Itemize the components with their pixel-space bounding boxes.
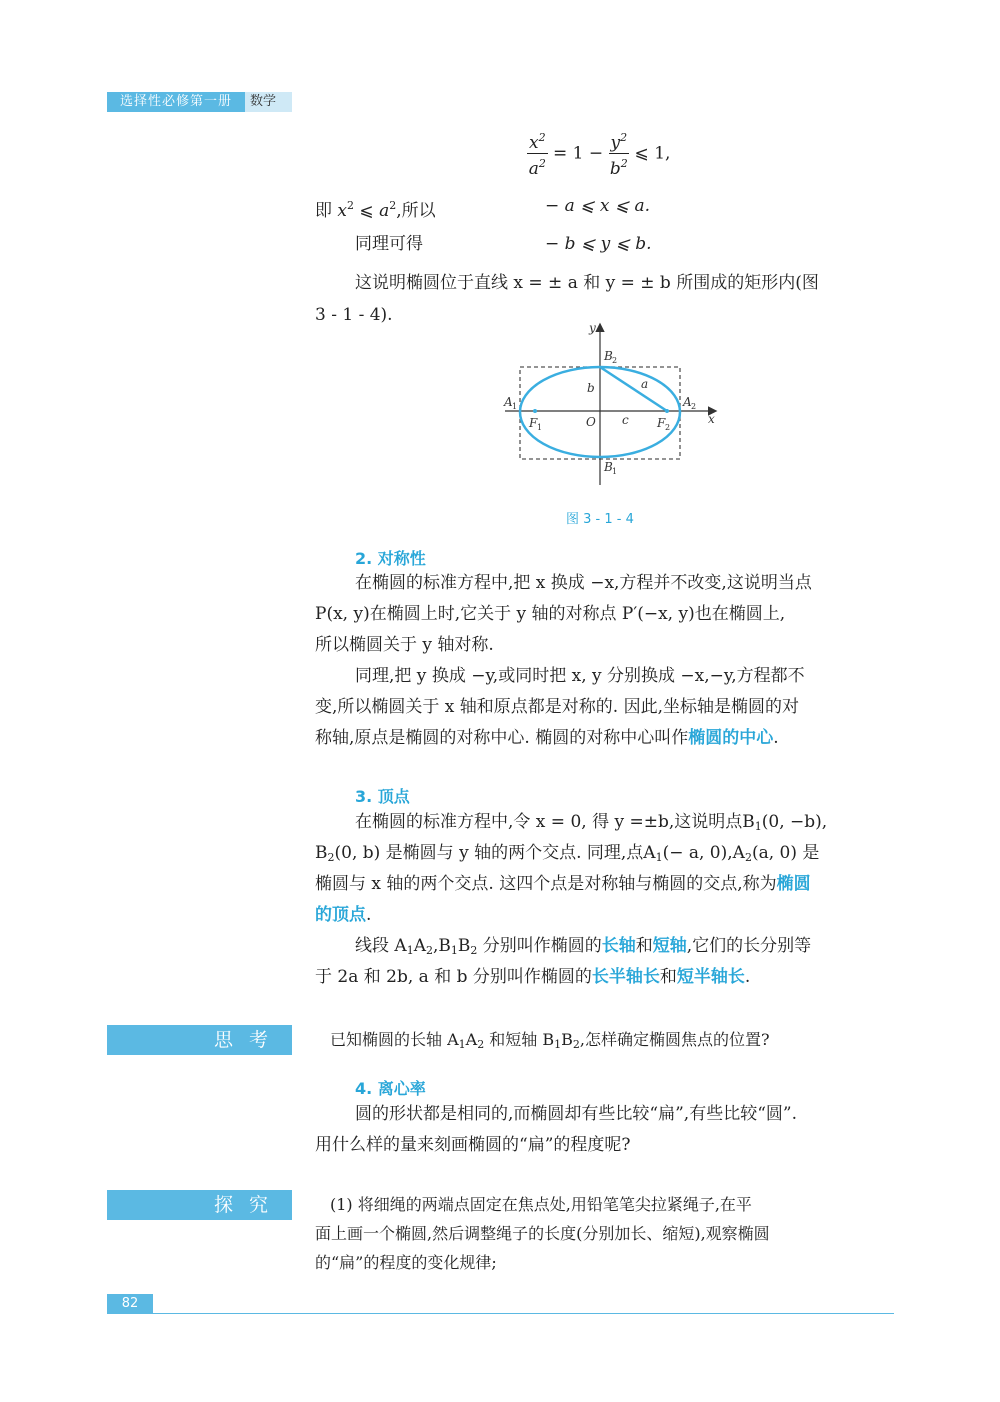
x-range-inequality: − a ⩽ x ⩽ a. [545, 196, 651, 216]
figure-caption: 图 3 - 1 - 4 [566, 512, 634, 527]
label-f1 [528, 416, 542, 432]
term-minor-axis: 短轴 [652, 936, 687, 956]
label-b1 [603, 460, 617, 476]
label-b2 [603, 349, 617, 365]
rect-para-line2: 3 - 1 - 4). [315, 305, 393, 325]
svg-text:1: 1 [612, 467, 618, 476]
term-vertex-part2: 的顶点 [315, 905, 366, 925]
explore-tag: 探究 [107, 1190, 292, 1220]
term-major-axis: 长轴 [601, 936, 636, 956]
term-semi-minor: 短半轴长 [676, 967, 745, 987]
focus-f1-point [533, 409, 537, 413]
sec2-p2-line2: 变,所以椭圆关于 x 轴和原点都是对称的. 因此,坐标轴是椭圆的对 [315, 697, 800, 717]
explore-line3: 的“扁”的程度的变化规律; [315, 1253, 497, 1272]
sec3-p2-line2: 于 2a 和 2b, a 和 b 分别叫作椭圆的长半轴长和短半轴长. [315, 967, 751, 987]
y-range-label: 同理可得 [355, 234, 423, 254]
svg-text:2: 2 [691, 402, 697, 411]
svg-text:F: F [529, 416, 538, 430]
explore-line1: (1) 将细绳的两端点固定在焦点处,用铅笔笔尖拉紧绳子,在平 [330, 1195, 752, 1214]
fraction-y-over-b: $\frac{y^2}{b^2}$ [609, 128, 630, 179]
sec4-p1-line1: 圆的形状都是相同的,而椭圆却有些比较“扁”,有些比较“圆”. [355, 1104, 797, 1124]
sec2-p2-line1: 同理,把 y 换成 −y,或同时把 x, y 分别换成 −x,−y,方程都不 [355, 666, 805, 686]
x-range-line: 即 $x^2$ ⩽ $a^2$,所以 [315, 199, 436, 221]
term-vertex-part1: 椭圆 [776, 874, 811, 894]
svg-text:2: 2 [665, 423, 671, 432]
term-ellipse-center: 椭圆的中心 [688, 728, 774, 748]
label-y: y [589, 321, 596, 335]
sec3-p2-line1: 线段 $A_1A_2,B_1B_2$ 分别叫作椭圆的长轴和短轴,它们的长分别等 [355, 936, 812, 957]
label-a: a [641, 377, 649, 391]
sec3-p1-line1: 在椭圆的标准方程中,令 x = 0, 得 y =±b,这说明点$B_1(0$, −b), [355, 812, 828, 833]
svg-text:A: A [683, 395, 692, 409]
sec2-p1-line3: 所以椭圆关于 y 轴对称. [315, 635, 494, 655]
section-3-title: 3. 顶点 [355, 787, 410, 806]
svg-text:1: 1 [512, 402, 518, 411]
label-c: c [622, 413, 629, 427]
svg-text:B: B [604, 349, 613, 363]
label-b: b [587, 381, 595, 395]
sec3-p1-line4: 的顶点. [315, 905, 372, 925]
think-tag: 思考 [107, 1025, 292, 1055]
label-a1 [503, 395, 517, 411]
section-4-title: 4. 离心率 [355, 1079, 426, 1098]
think-text: 已知椭圆的长轴 $A_1A_2$ 和短轴 $B_1B_2$,怎样确定椭圆焦点的位置? [330, 1030, 770, 1051]
label-o: O [586, 415, 596, 429]
sec2-p2-line3: 称轴,原点是椭圆的对称中心. 椭圆的对称中心叫作椭圆的中心. [315, 728, 779, 748]
explore-line2: 面上画一个椭圆,然后调整绳子的长度(分别加长、缩短),观察椭圆 [315, 1224, 770, 1243]
svg-text:F: F [657, 416, 666, 430]
sec3-p1-line3: 椭圆与 x 轴的两个交点. 这四个点是对称轴与椭圆的交点,称为椭圆 [315, 874, 811, 894]
y-range-inequality: − b ⩽ y ⩽ b. [545, 234, 652, 254]
ellipse-figure [500, 320, 730, 492]
sec4-p1-line2: 用什么样的量来刻画椭圆的“扁”的程度呢? [315, 1135, 631, 1155]
sec2-p1-line1: 在椭圆的标准方程中,把 x 换成 −x,方程并不改变,这说明当点 [355, 573, 812, 593]
header-book-title: 选择性必修第一册 [107, 92, 245, 112]
svg-text:B: B [604, 460, 613, 474]
footer-line [107, 1313, 894, 1314]
header-subject: 数学 [250, 94, 277, 109]
section-2-title: 2. 对称性 [355, 549, 426, 568]
equation-top: $\frac{x^2}{a^2}$ = 1 − $\frac{y^2}{b^2}$ ⩽ 1, [527, 128, 670, 179]
svg-text:1: 1 [537, 423, 543, 432]
fraction-x-over-a: $\frac{x^2}{a^2}$ [527, 128, 548, 179]
rect-para-line1: 这说明椭圆位于直线 x = ± a 和 y = ± b 所围成的矩形内(图 [355, 273, 819, 293]
sec3-p1-line2: $B_2(0$, b) 是椭圆与 y 轴的两个交点. 同理,点$A_1(- a$, $0),A_2(a$, 0) 是 [315, 843, 820, 864]
sec2-p1-line2: P(x, y)在椭圆上时,它关于 y 轴的对称点 P′(−x, y)也在椭圆上, [315, 604, 786, 624]
segment-b2-f2 [600, 367, 667, 411]
svg-text:A: A [504, 395, 513, 409]
focus-f2-point [665, 409, 669, 413]
label-f2 [656, 416, 670, 432]
page-number: 82 [107, 1294, 153, 1314]
svg-text:2: 2 [612, 356, 618, 365]
label-x: x [708, 412, 715, 426]
label-a2 [682, 395, 696, 411]
term-semi-major: 长半轴长 [591, 967, 660, 987]
